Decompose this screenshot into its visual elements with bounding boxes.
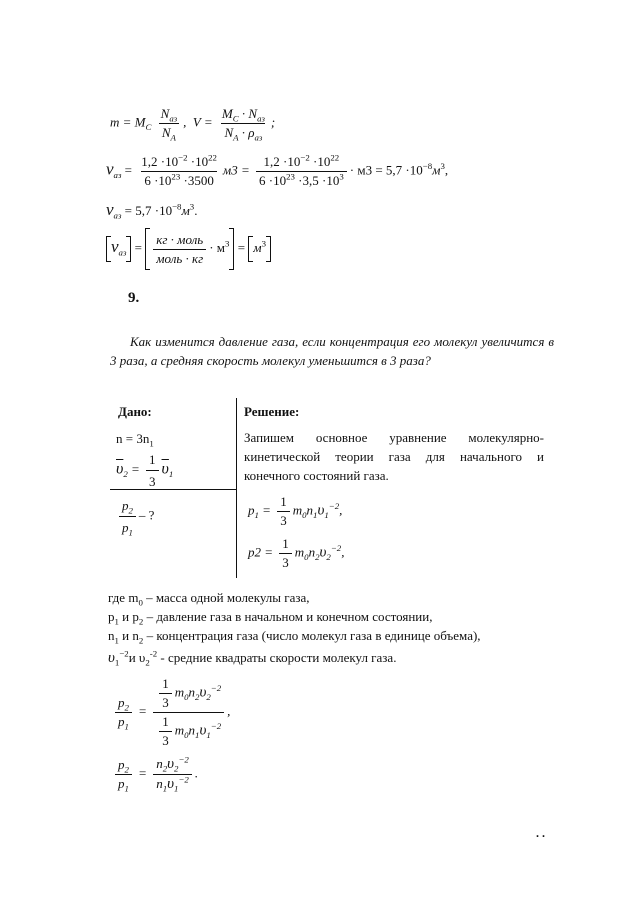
formula-mass-volume: $m = M_C$ $\frac{N_{аз}}{N_A}$ , V = $\frac{M_C \cdot N_{аз}}{N_A \cdot \rho_{аз}}$ ; bbox=[110, 106, 276, 143]
formula-nu-result: $\nu_{аз} = 5,7 \cdot 10^{-8}м^3$. bbox=[106, 200, 198, 221]
formula-nu-calc: $\nu_{аз}$ = $\frac{1,2 \cdot 10^{-2} \cdot 10^{22}}{6 \cdot 10^{23} \cdot 3500}$ м3 = $\frac{1,2 \cdot 10^{-2} \cdot 10^{22}}{6 \cdot 10^{23} \cdot 3,5 \cdot 10^3}$ · $м3 = 5,7 \cdot 10^{-8}м^3$, bbox=[106, 152, 449, 188]
explanation-line-2: $p_1$ и $p_2$ – давление газа в начальном и конечном состоянии, bbox=[108, 609, 433, 627]
explanation-line-4: $\upsilon_1^{-2}и$ $\upsilon_2^{-2}$ - средние квадраты скорости молекул газа. bbox=[108, 648, 397, 668]
formula-p2: p2 = $\frac{1}{3}$ $m_0n_2\upsilon_2^{-2}$, bbox=[248, 536, 345, 570]
formula-ratio-final: $\frac{p_2}{p_1}$ = $\frac{n_2\upsilon_2^{-2}}{n_1\upsilon_1^{-2}}$ . bbox=[112, 756, 198, 793]
page-number: . . bbox=[536, 826, 545, 840]
table-divider-vertical bbox=[236, 398, 237, 578]
given-line-1: $n = 3n_1$ bbox=[116, 431, 154, 449]
given-line-2: $\overline{\upsilon}_2$ = $\frac{1}{3}$ $\overline{\upsilon}_1$ bbox=[116, 452, 174, 489]
given-label: Дано: bbox=[118, 404, 152, 419]
formula-units: $\nu_{аз}$ = $\frac{\text{кг · моль}}{\text{моль · кг}}$ · $м^3 = м^3$ bbox=[106, 228, 271, 270]
given-find: $\frac{p_2}{p_1}$ – ? bbox=[116, 496, 154, 537]
formula-ratio: $\frac{p_2}{p_1}$ = $\frac{1}{3}$ $m_0n_2\upsilon_2^{-2}$ $\frac{1}{3}$ $m_0n_1\upsilon_1^{-2}$ , bbox=[112, 676, 230, 749]
problem-number: 9. bbox=[128, 290, 140, 306]
explanation-line-1: где $m_0$ – масса одной молекулы газа, bbox=[108, 590, 310, 608]
solution-text: Запишем основное уравнение молекулярно-кинетической теории газа для начального и конечного состояний газа. bbox=[244, 430, 544, 483]
solution-label: Решение: bbox=[244, 404, 300, 419]
formula-p1: $p_1$ = $\frac{1}{3}$ $m_0n_1\upsilon_1^{-2}$, bbox=[248, 494, 343, 528]
problem-text: Как изменится давление газа, если концентрация его молекул увеличится в 3 раза, а средняя скорость молекул уменьшится в 3 раза? bbox=[110, 334, 554, 368]
explanation-line-3: $n_1$ и $n_2$ – концентрация газа (число молекул газа в единице объема), bbox=[108, 628, 481, 646]
